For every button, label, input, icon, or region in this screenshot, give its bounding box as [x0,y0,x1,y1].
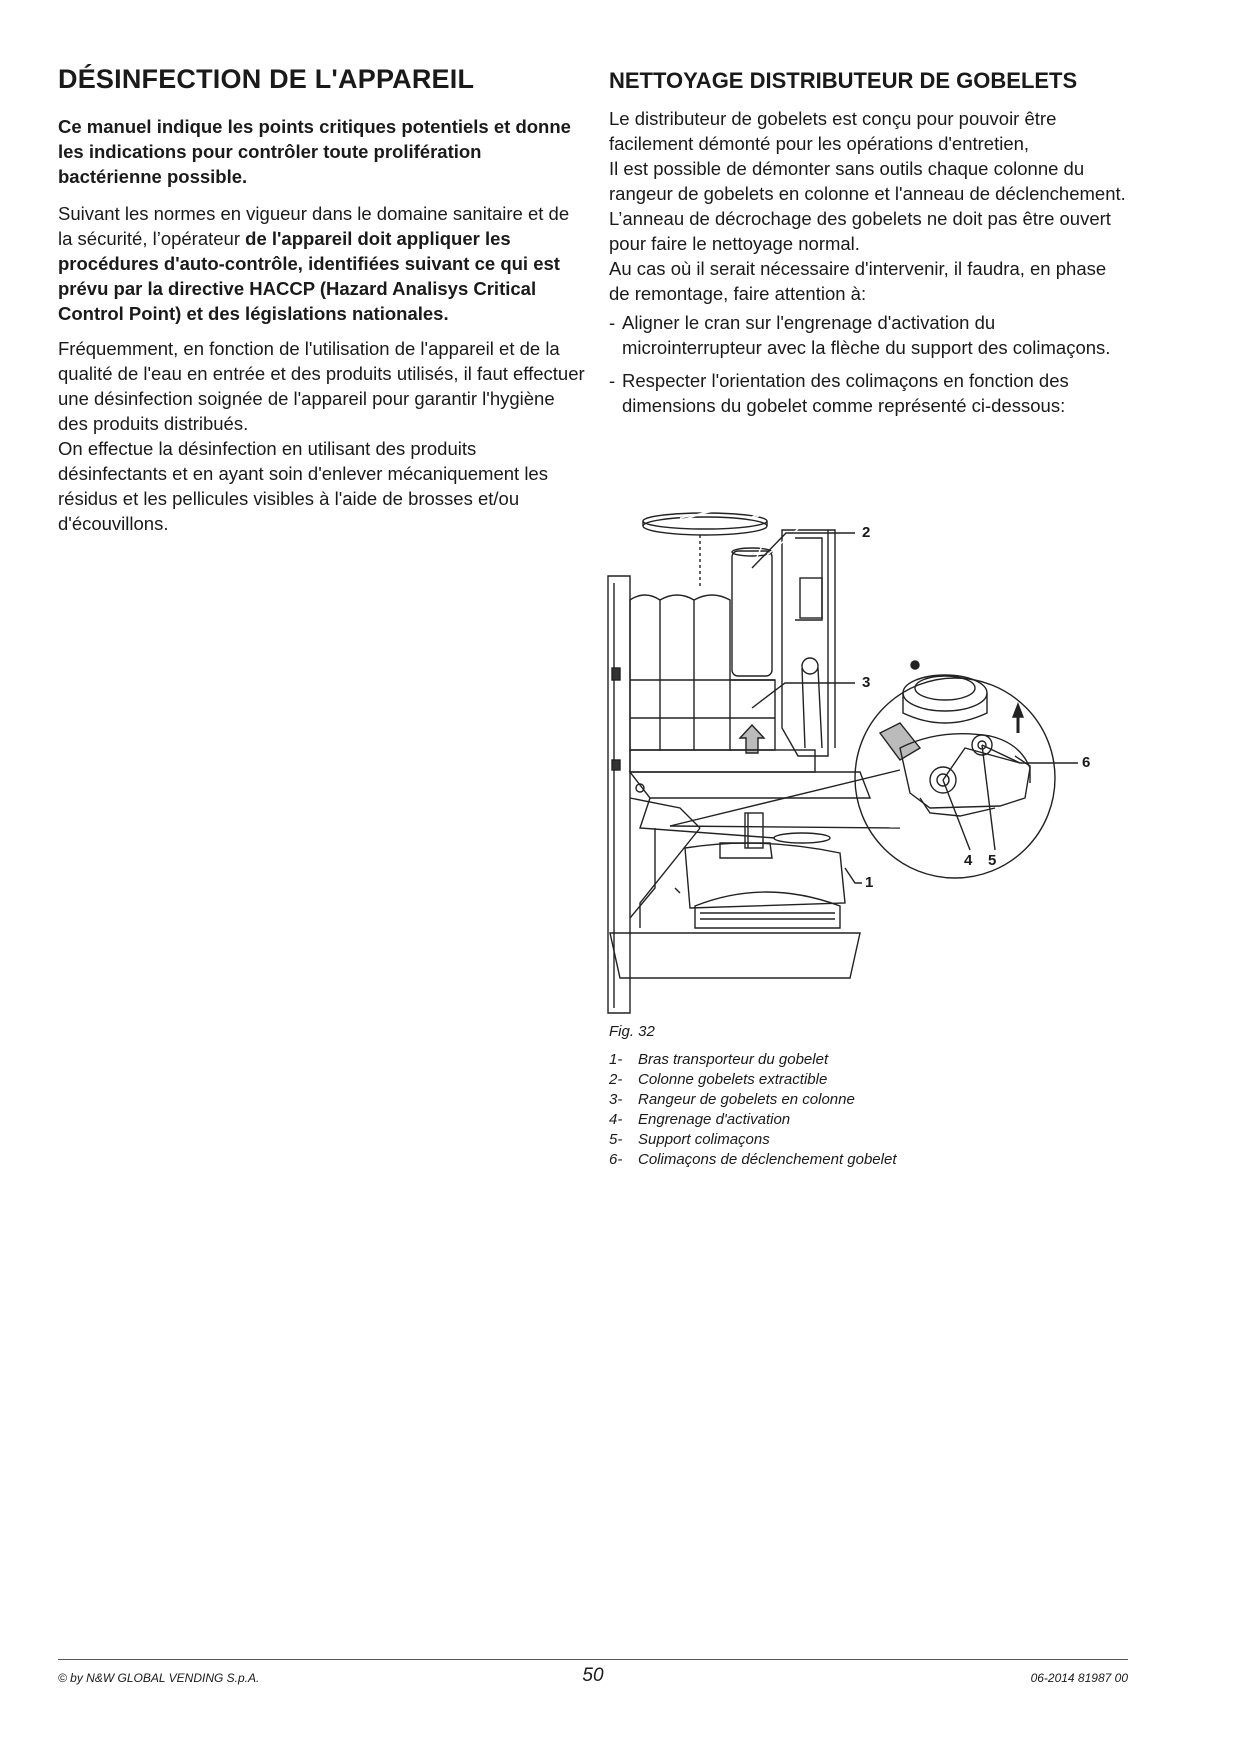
list-item: - Aligner le cran sur l'engrenage d'activation du microinterrupteur avec la flèche du support des colimaçons. [609,310,1129,360]
legend-item [609,1070,1129,1090]
legend-item [609,1050,1129,1070]
legend-text: Colonne gobelets extractible [638,1071,828,1088]
legend-item [609,1150,1129,1170]
frequency-paragraph: Fréquemment, en fonction de l'utilisation de l'appareil et de la qualité de l'eau en entrée et des produits utilisés, il faut effectuer une désinfection soignée de l'appareil pour garantir l'hygiène des produits distribués. [58,338,585,434]
right-column [609,62,1129,426]
haccp-paragraph-normal: Suivant les normes en vigueur dans le domaine sanitaire et de la sécurité, l’opérateur [58,203,570,249]
dispenser-drawing [600,508,1140,1048]
figure-caption [609,1022,1129,1170]
page-number: 50 [582,1665,604,1686]
legend-number: 4- [609,1111,623,1128]
method-paragraph: On effectue la désinfection en utilisant des produits désinfectants et en ayant soin d'enlever mécaniquement les résidus et les pellicules visibles à l'aide de brosses et/ou d'écouvillons. [58,438,548,534]
callout-2: 2 [862,524,871,541]
dismount-paragraph: Il est possible de démonter sans outils chaque colonne du rangeur de gobelets en colonne et l'anneau de déclenchement. [609,158,1126,204]
legend-text: Support colimaçons [638,1131,770,1148]
legend-number: 5- [609,1131,623,1148]
cup-dispenser-illustration [600,508,1140,1048]
legend-text: Engrenage d'activation [638,1111,791,1128]
document-code: 06-2014 81987 00 [1030,1671,1128,1685]
callout-5: 5 [988,852,997,869]
legend-item [609,1110,1129,1130]
reassembly-list [609,310,1129,418]
callout-4: 4 [964,852,973,869]
section-title-cup-dispenser: NETTOYAGE DISTRIBUTEUR DE GOBELETS [609,68,1078,93]
lead-paragraph: Ce manuel indique les points critiques potentiels et donne les indications pour contrôler toute prolifération bactérienne possible. [58,116,571,187]
legend-item [609,1090,1129,1110]
callout-1: 1 [865,874,874,891]
legend-text: Rangeur de gobelets en colonne [638,1091,855,1108]
legend-number: 6- [609,1151,623,1168]
figure-label: Fig. 32 [609,1023,655,1040]
page-footer [58,1665,1128,1689]
legend-text: Bras transporteur du gobelet [638,1051,829,1068]
reassembly-paragraph: Au cas où il serait nécessaire d'intervenir, il faudra, en phase de remontage, faire attention à: [609,258,1107,304]
legend-number: 1- [609,1051,623,1068]
left-column [58,62,586,536]
list-item: - Respecter l'orientation des colimaçons en fonction des dimensions du gobelet comme représenté ci-dessous: [609,368,1129,418]
callout-6: 6 [1082,754,1091,771]
callout-3: 3 [862,674,871,691]
legend-number: 2- [609,1071,623,1088]
intro-paragraph: Le distributeur de gobelets est conçu pour pouvoir être facilement démonté pour les opérations d'entretien, [609,108,1057,154]
section-title-disinfection: DÉSINFECTION DE L'APPAREIL [58,64,475,94]
legend-item [609,1130,1129,1150]
ring-paragraph: L’anneau de décrochage des gobelets ne doit pas être ouvert pour faire le nettoyage normal. [609,208,1111,254]
legend-number: 3- [609,1091,623,1108]
footer-divider [58,1659,1128,1660]
legend-text: Colimaçons de déclenchement gobelet [638,1151,897,1168]
haccp-paragraph [58,201,586,326]
footer-copyright: © by N&W GLOBAL VENDING S.p.A. [58,1671,260,1685]
haccp-paragraph-bold: de l'appareil doit appliquer les procédures d'auto-contrôle, identifiées suivant ce qui est prévu par la directive HACCP (Hazard Analisys Critical Control Point) et des législations nationales. [58,228,560,324]
